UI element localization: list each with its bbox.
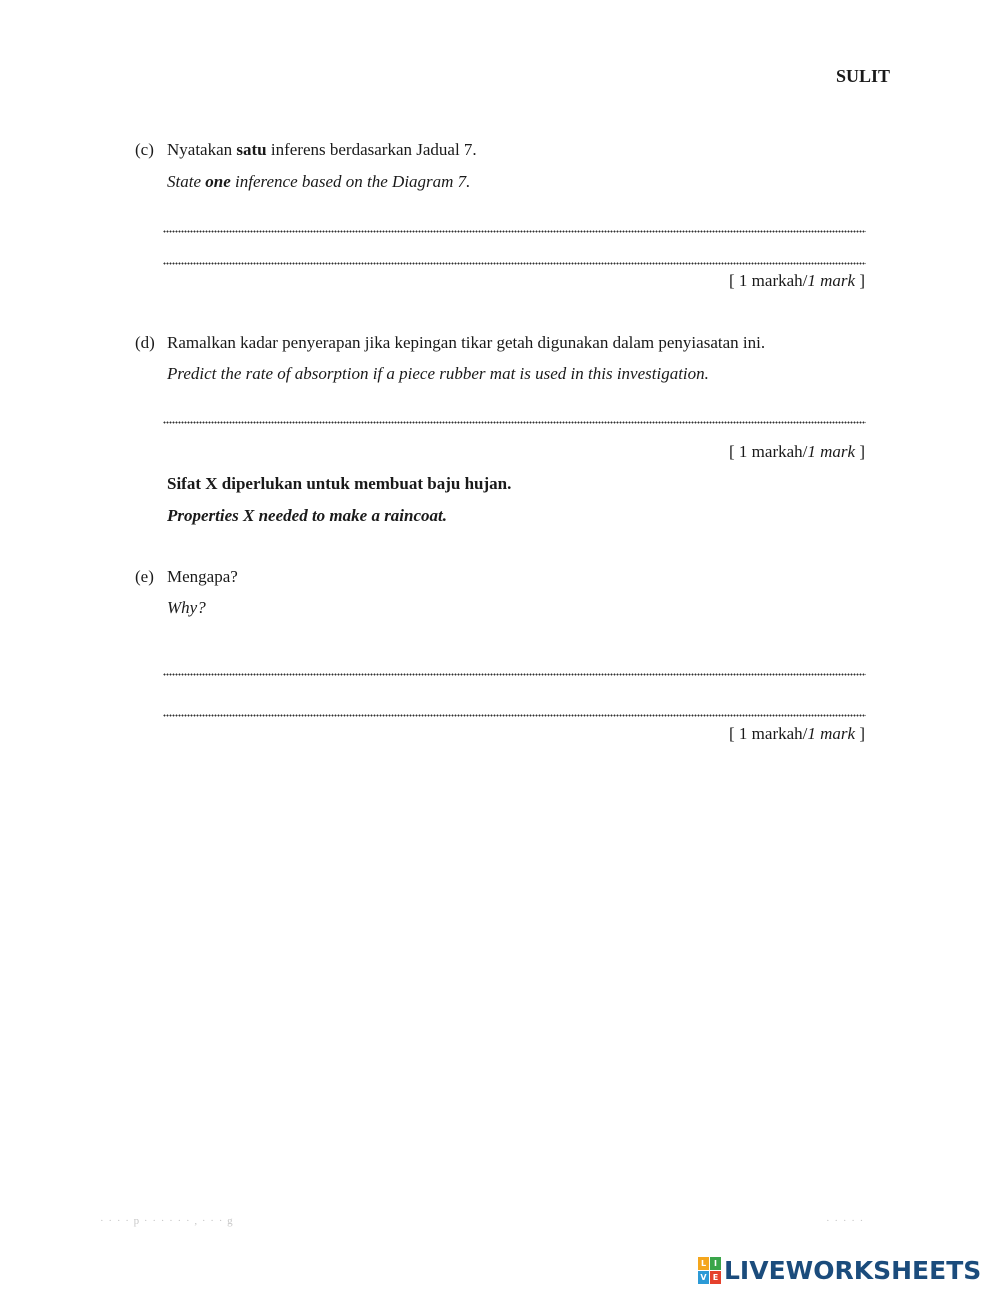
classification-label: SULIT — [836, 66, 891, 86]
question-c-en-prefix: State — [167, 172, 206, 191]
statement-text-en: Properties X needed to make a raincoat. — [167, 506, 448, 525]
brand-logo-tile-i: I — [710, 1257, 721, 1270]
question-d-marks-en: 1 mark — [807, 442, 856, 461]
brand-logo-tile-l: L — [698, 1257, 709, 1270]
question-c-marks — [729, 271, 865, 291]
question-c-marks-ms: [ 1 markah/ — [729, 271, 808, 290]
statement-text-ms: Sifat X diperlukan untuk membuat baju hujan. — [167, 474, 512, 493]
brand-logo-tile-v: V — [698, 1271, 709, 1284]
question-e-text-en: Why? — [167, 598, 206, 617]
question-c-marks-en: 1 mark — [807, 271, 856, 290]
footer-faint-right: · · · · · — [826, 1215, 865, 1227]
question-c-ms-bold: satu — [236, 140, 267, 159]
question-c-en-suffix: inference based on the Diagram 7. — [230, 172, 471, 191]
question-d-marks-close: ] — [855, 442, 865, 461]
question-c-marks-close: ] — [855, 271, 865, 290]
liveworksheets-logo — [698, 1255, 981, 1285]
question-c-text-ms — [167, 140, 477, 160]
question-c-ms-suffix: inferens berdasarkan Jadual 7. — [266, 140, 477, 159]
question-e-marks-en: 1 mark — [807, 724, 856, 743]
answer-line-e-2[interactable] — [163, 714, 866, 717]
question-c-label: (c) — [135, 140, 154, 159]
question-c-en-bold: one — [205, 172, 231, 191]
question-d-marks-ms: [ 1 markah/ — [729, 442, 808, 461]
answer-line-c-1[interactable] — [163, 230, 866, 233]
question-e-marks-ms: [ 1 markah/ — [729, 724, 808, 743]
brand-logo-tile-e: E — [710, 1271, 721, 1284]
question-c-ms-prefix: Nyatakan — [167, 140, 237, 159]
brand-name: LIVEWORKSHEETS — [724, 1255, 982, 1285]
answer-line-e-1[interactable] — [163, 673, 866, 676]
question-d-text-ms: Ramalkan kadar penyerapan jika kepingan tikar getah digunakan dalam penyiasatan ini. — [167, 333, 766, 352]
answer-line-d-1[interactable] — [163, 421, 866, 424]
question-d-text-en: Predict the rate of absorption if a piece rubber mat is used in this investigation. — [167, 364, 709, 383]
question-e-label: (e) — [135, 567, 154, 586]
question-e-marks-close: ] — [855, 724, 865, 743]
question-e-text-ms: Mengapa? — [167, 567, 238, 586]
question-d-label: (d) — [135, 333, 155, 352]
question-e-marks — [729, 724, 865, 744]
answer-line-c-2[interactable] — [163, 262, 866, 265]
question-c-text-en — [167, 172, 470, 192]
brand-logo-icon — [698, 1257, 721, 1284]
question-d-marks — [729, 442, 865, 462]
footer-faint-text: · · · · p · · · · · · , · · · g — [100, 1215, 234, 1227]
